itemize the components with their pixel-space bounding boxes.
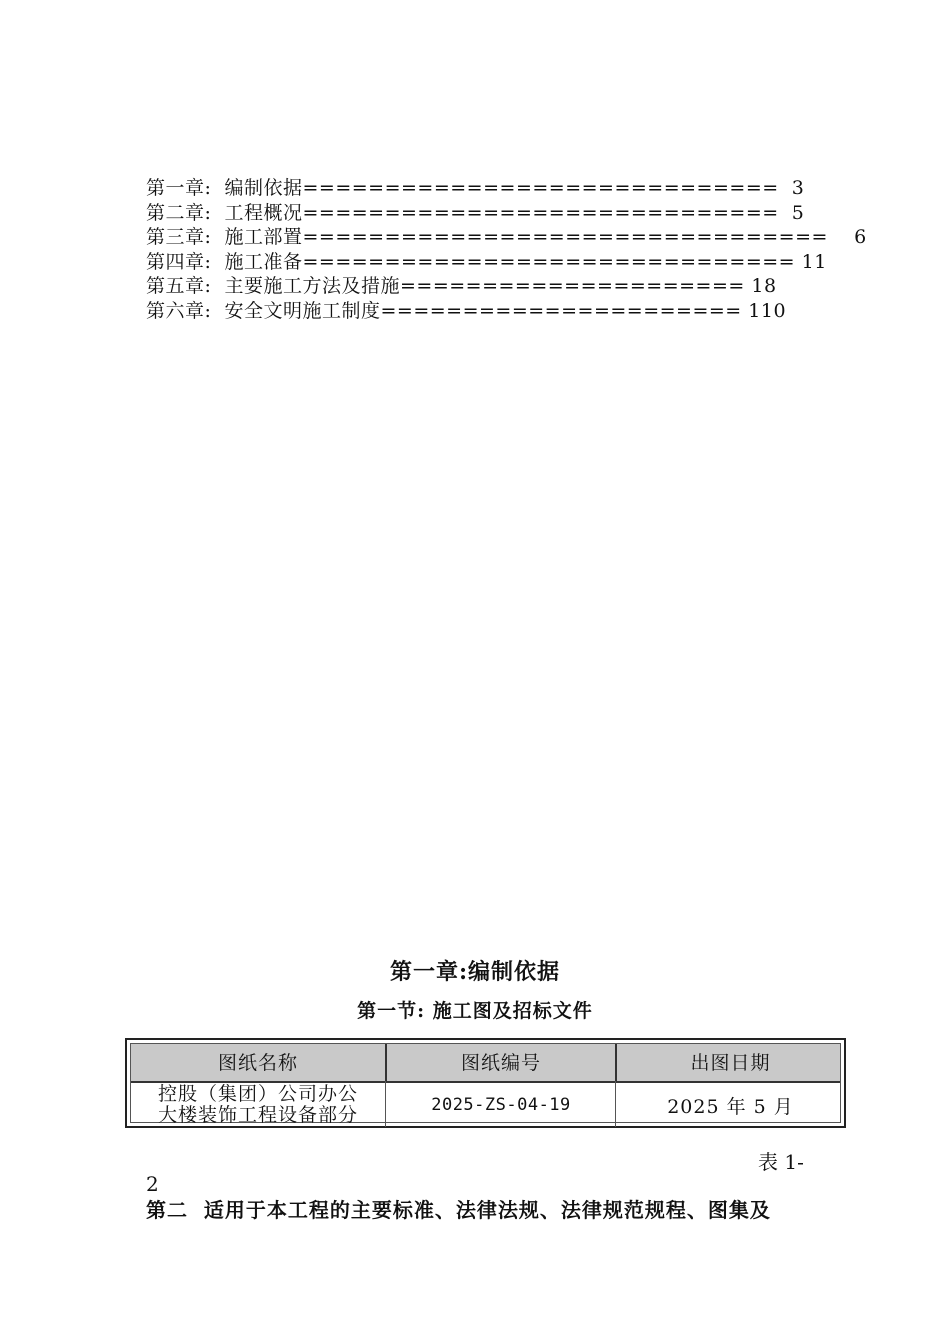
toc-item-label: 第三章: 施工部置================================ — [146, 226, 828, 249]
toc-item-label: 第六章: 安全文明施工制度====================== — [146, 299, 742, 322]
table-header-cell: 出图日期 — [690, 1052, 771, 1074]
toc-item[interactable] — [146, 250, 867, 275]
toc-item-label: 第五章: 主要施工方法及措施===================== — [146, 275, 745, 298]
table-caption-number: 2 — [146, 1172, 159, 1196]
section-heading: 第二 适用于本工程的主要标准、法律法规、法律规范规程、图集及 — [146, 1198, 771, 1222]
toc-item[interactable] — [146, 225, 867, 250]
toc-item[interactable] — [146, 274, 867, 299]
toc-item-page: 5 — [778, 201, 805, 224]
chapter-title: 第一章:编制依据 — [389, 959, 561, 985]
toc-item-page: 3 — [778, 177, 805, 199]
toc-item-label: 第四章: 施工准备============================== — [146, 250, 796, 273]
toc-item-label: 第二章: 工程概况============================= — [146, 201, 779, 224]
table-cell-issue-date: 2025 年 5 月 — [667, 1095, 794, 1118]
toc-item[interactable] — [146, 176, 867, 201]
table-header-cell: 图纸编号 — [460, 1052, 541, 1074]
toc-item-page: 6 — [827, 226, 867, 249]
table-caption: 表 1- — [758, 1150, 804, 1174]
toc-item-label: 第一章: 编制依据============================= — [146, 177, 779, 199]
toc-item-page: 11 — [795, 250, 827, 273]
toc-item[interactable] — [146, 201, 867, 226]
section-title: 第一节: 施工图及招标文件 — [357, 1000, 593, 1022]
drawing-name-line: 大楼装饰工程设备部分 — [157, 1104, 358, 1126]
table-header-cell: 图纸名称 — [217, 1052, 298, 1074]
column-divider — [385, 1081, 386, 1127]
drawings-table-inner — [130, 1043, 841, 1126]
toc-item-page: 18 — [744, 275, 777, 298]
table-of-contents — [146, 176, 867, 324]
table-cell-drawing-code: 2025-ZS-04-19 — [431, 1095, 571, 1115]
toc-item-page: 110 — [741, 299, 787, 322]
drawing-name-line: 控股（集团）公司办公 — [157, 1083, 358, 1105]
column-divider — [615, 1081, 616, 1127]
table-cell-drawing-name — [131, 1082, 385, 1128]
drawings-table — [125, 1038, 846, 1128]
toc-item[interactable] — [146, 299, 867, 324]
